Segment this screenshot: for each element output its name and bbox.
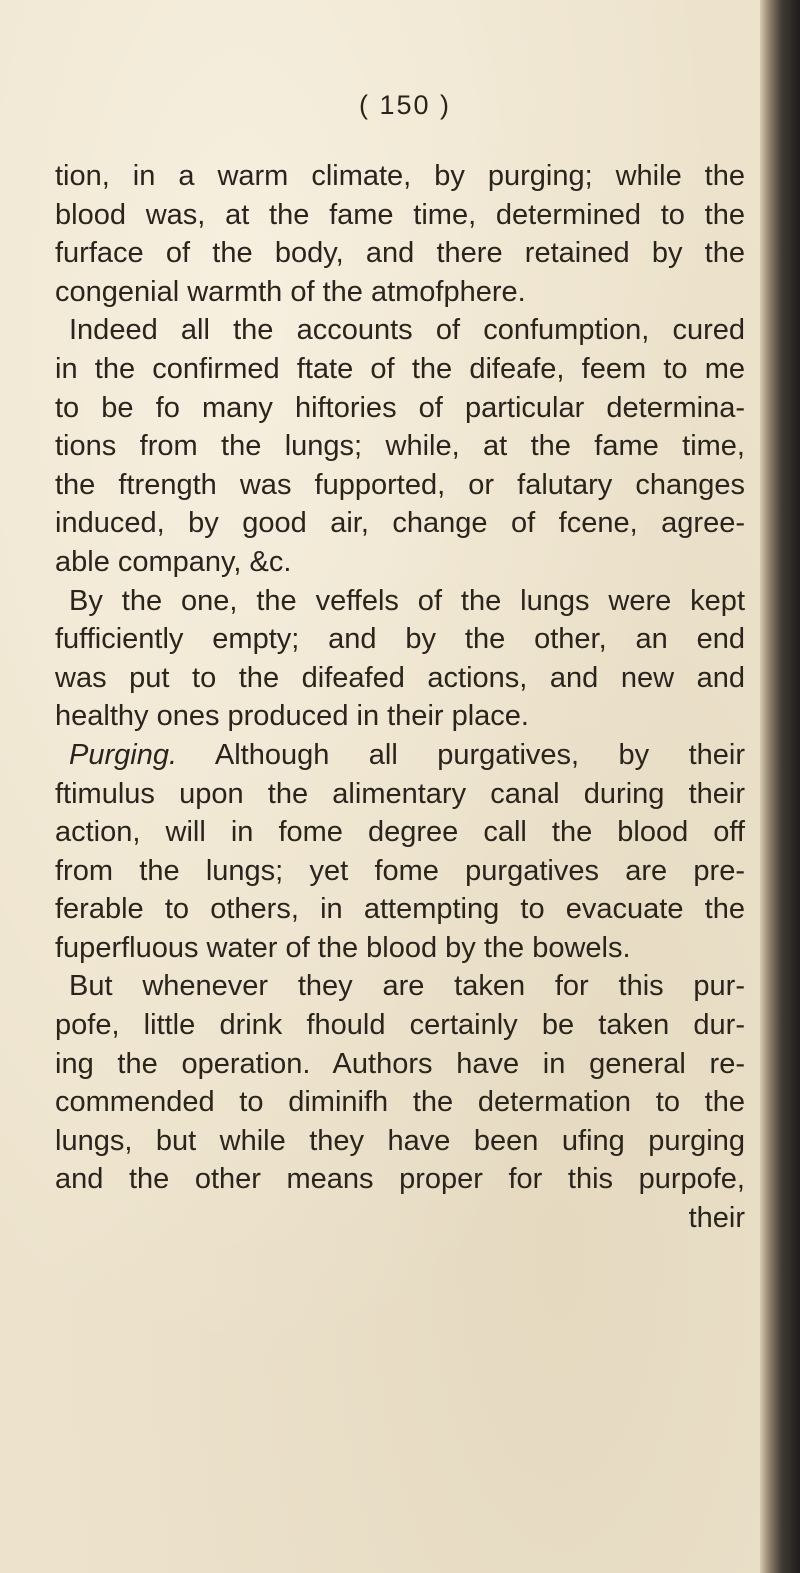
text-line: lungs, but while they have been ufing purging <box>55 1124 745 1157</box>
body-text <box>55 157 745 1238</box>
text-line: tions from the lungs; while, at the fame time, <box>55 430 745 463</box>
text-line: from the lungs; yet fome purgatives are pre- <box>55 854 745 887</box>
section-headword: Purging. <box>69 738 178 771</box>
text-line: pofe, little drink fhould certainly be taken dur- <box>55 1009 745 1042</box>
text-line: able company, &c. <box>55 545 292 578</box>
page-number: ( 150 ) <box>358 90 452 120</box>
text-line: Indeed all the accounts of confumption, cured <box>69 314 745 347</box>
text-line: furface of the body, and there retained by the <box>55 237 745 270</box>
text-line: healthy ones produced in their place. <box>55 700 529 733</box>
section-line <box>55 736 745 775</box>
text-line: action, will in fome degree call the blood off <box>55 816 745 849</box>
text-line: and the other means proper for this purpofe, <box>55 1163 745 1196</box>
text-line: was put to the difeafed actions, and new and <box>55 661 745 694</box>
text-line: By the one, the veffels of the lungs were kept <box>69 584 745 617</box>
text-line: ftimulus upon the alimentary canal during their <box>55 777 745 810</box>
book-spine-shadow <box>760 0 800 1573</box>
text-line: congenial warmth of the atmofphere. <box>55 275 526 308</box>
text-line: commended to diminifh the determation to the <box>55 1086 745 1119</box>
text-line: fuperfluous water of the blood by the bowels. <box>55 931 631 964</box>
text-line: induced, by good air, change of fcene, agree- <box>55 507 745 540</box>
text-line: fufficiently empty; and by the other, an end <box>55 623 745 656</box>
text-line: to be fo many hiftories of particular determina- <box>55 391 745 424</box>
text-line: But whenever they are taken for this pur- <box>69 970 745 1003</box>
text-line: ing the operation. Authors have in general re- <box>55 1047 745 1080</box>
text-line: the ftrength was fupported, or falutary changes <box>55 468 745 501</box>
text-line: in the confirmed ftate of the difeafe, feem to me <box>55 352 745 385</box>
text-line: blood was, at the fame time, determined to the <box>55 198 745 231</box>
text-line: tion, in a warm climate, by purging; while the <box>55 160 745 192</box>
text-line: ferable to others, in attempting to evacuate the <box>55 893 745 926</box>
catchword: their <box>688 1202 745 1235</box>
text-line: Although all purgatives, by their <box>214 738 745 771</box>
